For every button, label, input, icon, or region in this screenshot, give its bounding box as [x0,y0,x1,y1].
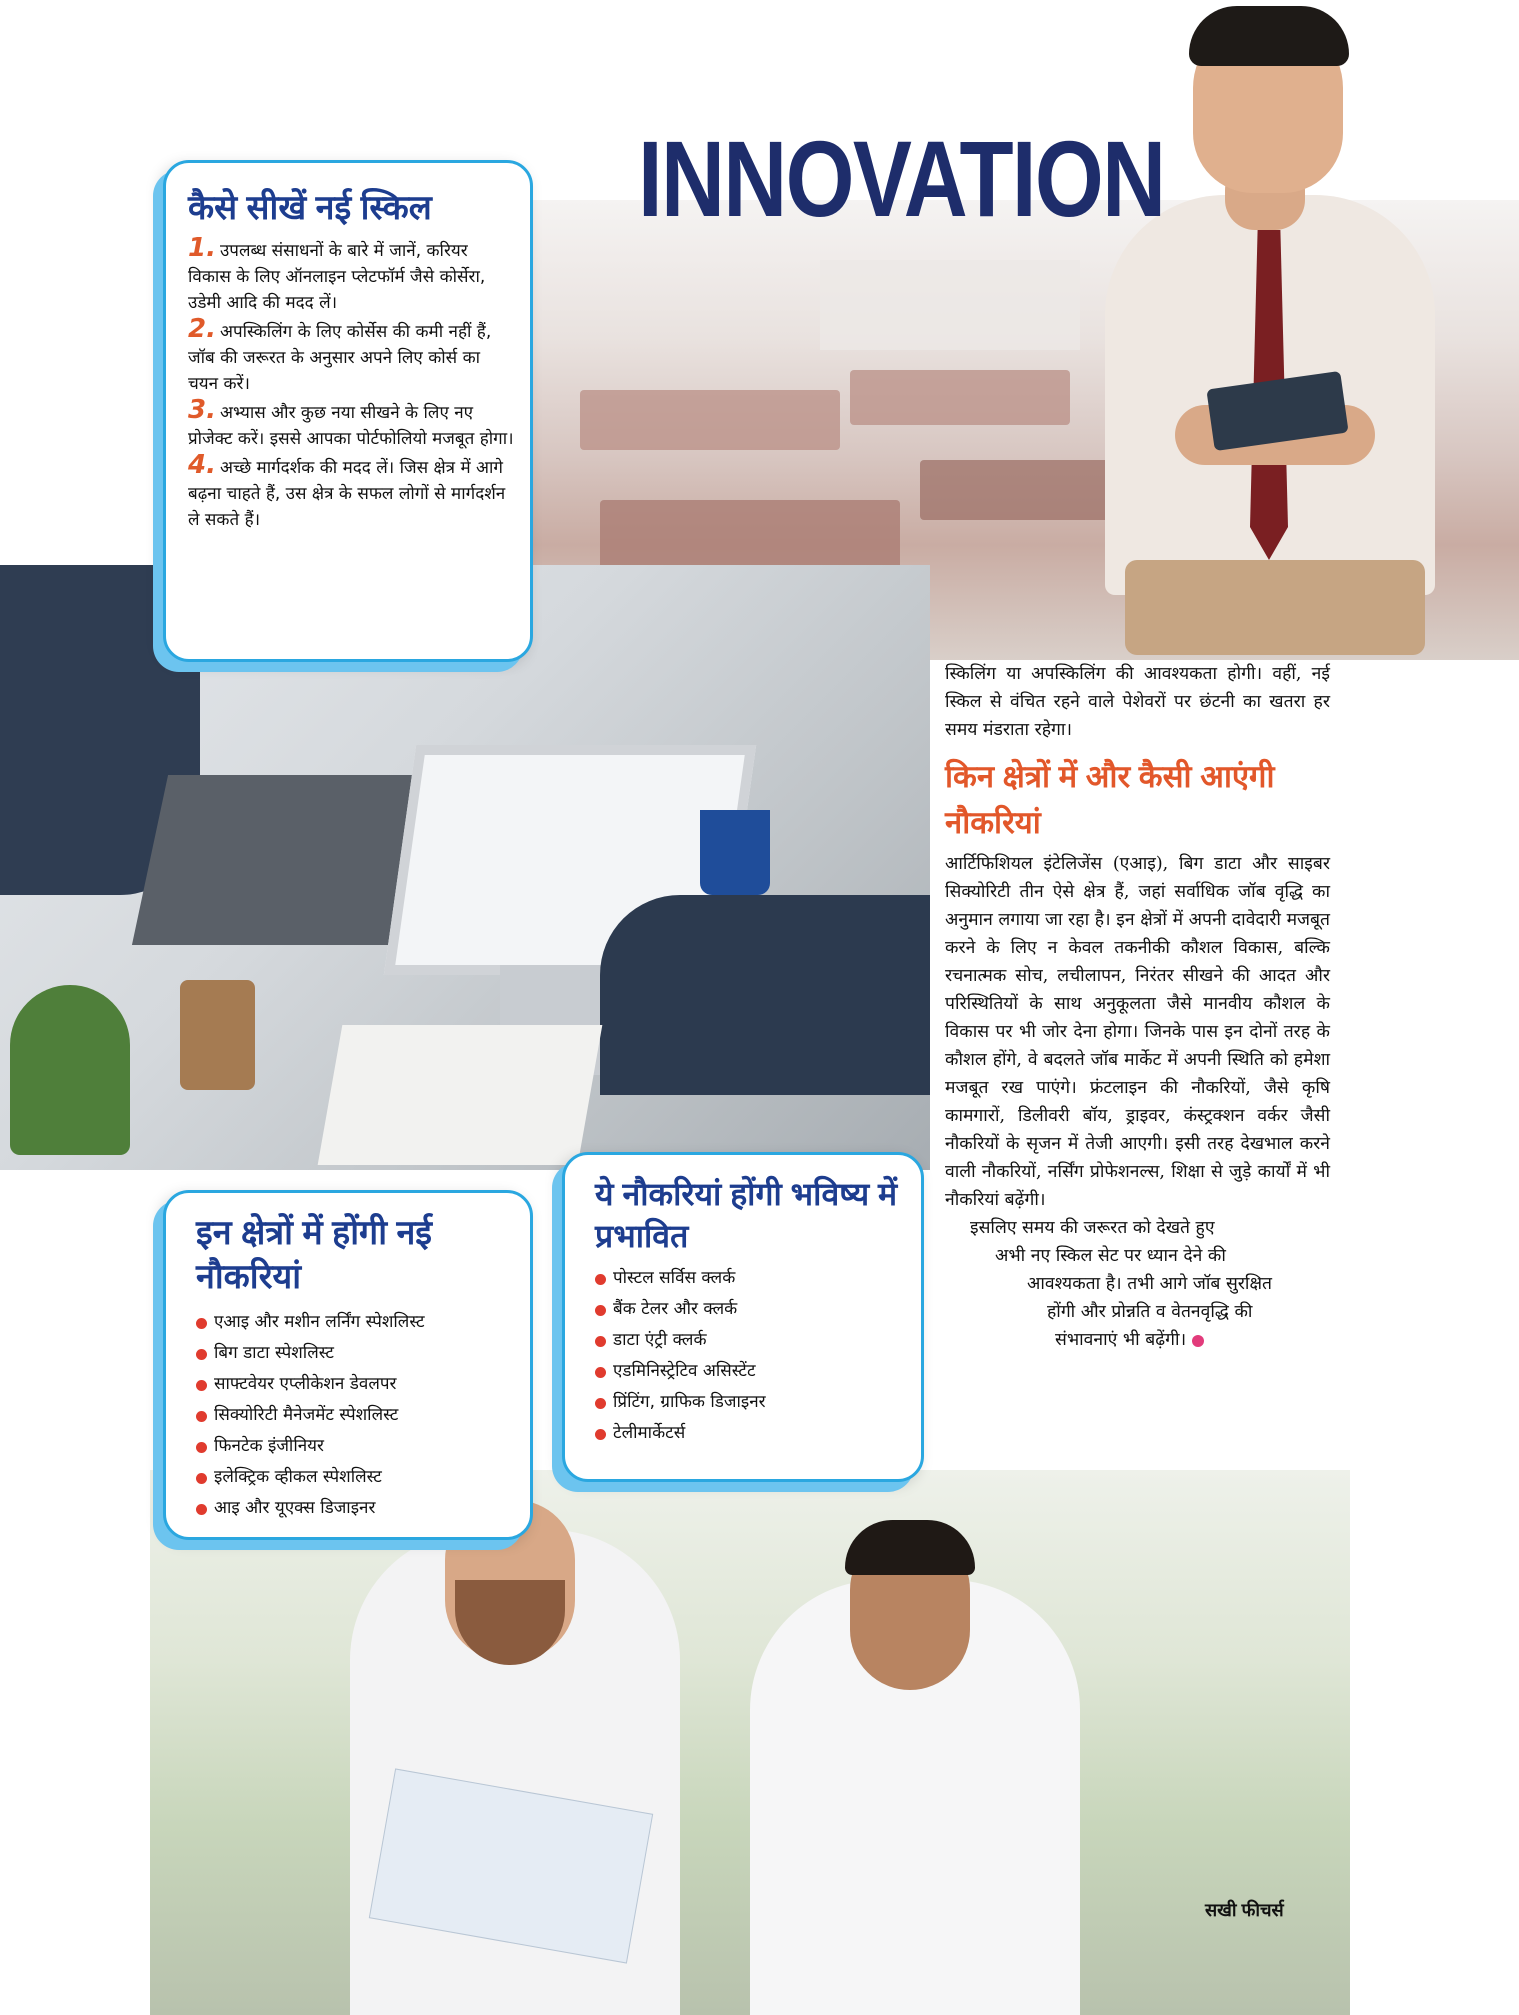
man-with-tablet-photo [1085,0,1445,655]
list-item: आइ और यूएक्स डिजाइनर [196,1493,516,1524]
byline: सखी फीचर्स [1205,1900,1284,1920]
tip-text: अच्छे मार्गदर्शक की मदद लें। जिस क्षेत्र में आगे बढ़ना चाहते हैं, उस क्षेत्र के सफल लोगों से मार्गदर्शन ले सकते हैं। [188,458,506,530]
closing-line-wrap [945,1326,1330,1354]
list-item: सिक्योरिटी मैनेजमेंट स्पेशलिस्ट [196,1400,516,1431]
hair [845,1520,975,1575]
pants [1125,560,1425,655]
how-to-learn-skills-box [163,160,533,662]
list-item: बिग डाटा स्पेशलिस्ट [196,1338,516,1369]
tip-text: अभ्यास और कुछ नया सीखने के लिए नए प्रोजेक्ट करें। इससे आपका पोर्टफोलियो मजबूत होगा। [188,403,514,449]
end-marker-icon [1192,1335,1204,1347]
article-subheading: किन क्षेत्रों में और कैसी आएंगी नौकरियां [945,759,1275,840]
affected-jobs-list [595,1263,907,1449]
closing-line: अभी नए स्किल सेट पर ध्यान देने की [995,1246,1226,1266]
list-item: इलेक्ट्रिक व्हीकल स्पेशलिस्ट [196,1462,516,1493]
closing-line: इसलिए समय की जरूरत को देखते हुए [970,1218,1215,1238]
tip-text: उपलब्ध संसाधनों के बारे में जानें, करियर विकास के लिए ऑनलाइन प्लेटफॉर्म जैसे कोर्सेरा, उडेमी आदि की मदद लें। [188,241,486,313]
two-men-reading-photo [150,1470,1350,2015]
desk [850,370,1070,425]
closing-line: आवश्यकता है। तभी आगे जॉब सुरक्षित [1027,1274,1272,1294]
list-item: डाटा एंट्री क्लर्क [595,1325,907,1356]
whiteboard [820,260,1080,350]
box-heading: इन क्षेत्रों में होंगी नई नौकरियां [196,1214,433,1296]
tip-text: अपस्किलिंग के लिए कोर्सेस की कमी नहीं हैं, जॉब की जरूरत के अनुसार अपने लिए कोर्स का चयन करें। [188,322,492,394]
box-heading: ये नौकरियां होंगी भविष्य में प्रभावित [595,1176,898,1254]
arm [600,895,930,1095]
article-column [945,660,1330,1354]
article-body: आर्टिफिशियल इंटेलिजेंस (एआइ), बिग डाटा और साइबर सिक्योरिटी तीन ऐसे क्षेत्र हैं, जहां सर्वाधिक जॉब वृद्धि का अनुमान लगाया जा रहा है। इन क्षेत्रों में अपनी दावेदारी मजबूत करने के लिए न केवल तकनीकी कौशल विकास, बल्कि रचनात्मक सोच, लचीलापन, निरंतर सीखने की आदत और परिस्थितियों के साथ अनुकूलता जैसे मानवीय कौशल के विकास पर भी जोर देना होगा। जिनके पास इन दोनों तरह के कौशल होंगे, वे बदलते जॉब मार्केट में अपनी स्थिति को हमेशा मजबूत रख पाएंगे। फ्रंटलाइन की नौकरियों, जैसे कृषि कामगारों, डिलीवरी बॉय, ड्राइवर, कंस्ट्रक्शन वर्कर जैसी नौकरियों के सृजन में तेजी आएगी। इसी तरह देखभाल करने वाली नौकरियों, नर्सिंग प्रोफेशनल्स, शिक्षा से जुड़े कार्यों में भी नौकरियां बढ़ेंगी। [945,854,1330,1210]
new-jobs-box [163,1190,533,1540]
coffee-cup [180,980,255,1090]
tip-number: 3. [188,395,216,425]
closing-line: होंगी और प्रोन्नति व वेतनवृद्धि की [1047,1302,1253,1322]
desk [600,500,900,570]
mug [700,810,770,895]
list-item: साफ्टवेयर एप्लीकेशन डेवलपर [196,1369,516,1400]
desk [580,390,840,450]
list-item: एआइ और मशीन लर्निंग स्पेशलिस्ट [196,1307,516,1338]
tip-number: 2. [188,314,216,344]
notebook [318,1025,603,1165]
plant [10,985,130,1155]
affected-jobs-box [562,1152,924,1482]
list-item: पोस्टल सर्विस क्लर्क [595,1263,907,1294]
box-heading: कैसे सीखें नई स्किल [188,189,432,227]
article-closing [945,1214,1330,1354]
tip-item [188,316,514,397]
list-item: प्रिंटिंग, ग्राफिक डिजाइनर [595,1387,907,1418]
hair [1189,6,1349,66]
list-item: टेलीमार्केटर्स [595,1418,907,1449]
tip-item [188,235,514,316]
article-intro: स्किलिंग या अपस्किलिंग की आवश्यकता होगी। वहीं, नई स्किल से वंचित रहने वाले पेशेवरों पर छंटनी का खतरा हर समय मंडराता रहेगा। [945,664,1330,740]
tip-item [188,452,514,533]
page-title: INNOVATION [638,118,1165,239]
list-item: फिनटेक इंजीनियर [196,1431,516,1462]
tip-item [188,397,514,452]
list-item: बैंक टेलर और क्लर्क [595,1294,907,1325]
tip-number: 1. [188,233,216,263]
new-jobs-list [196,1307,516,1524]
closing-line: संभावनाएं भी बढ़ेंगी। [1055,1330,1187,1350]
list-item: एडमिनिस्ट्रेटिव असिस्टेंट [595,1356,907,1387]
tip-number: 4. [188,450,216,480]
